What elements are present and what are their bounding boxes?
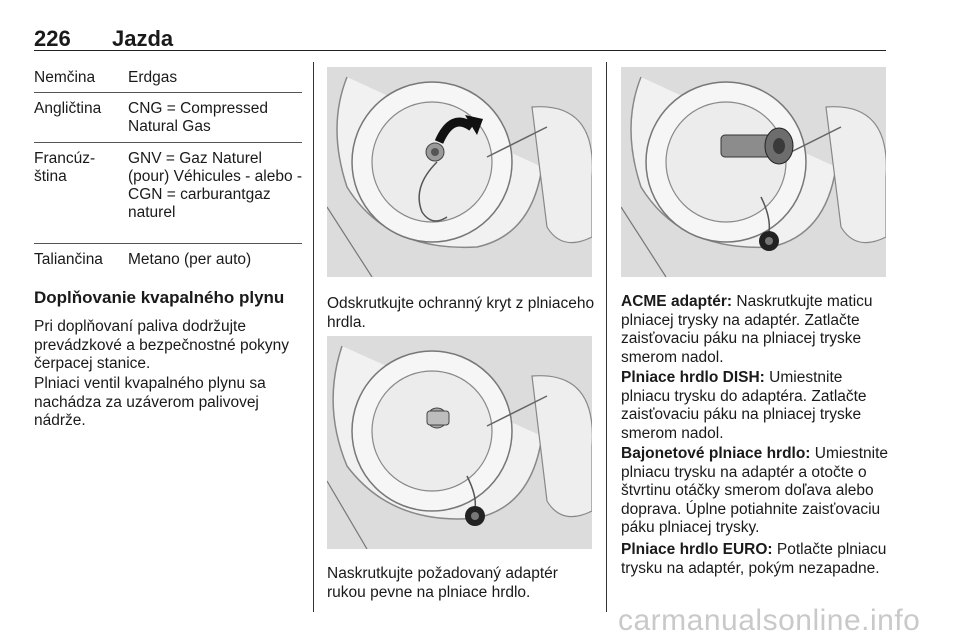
language-cell: Francúz-ština (34, 150, 96, 185)
fuel-name-cell: CNG = Compressed Natural Gas (128, 100, 268, 135)
figure-acme-adapter (621, 67, 886, 277)
adapter-euro-label: Plniace hrdlo EURO: (621, 541, 773, 558)
language-cell: Angličtina (34, 100, 102, 117)
adapter-bayonet (621, 445, 889, 538)
adapter-acme-text: Naskrutkujte maticu plniacej trysky na adaptér. Zatlačte zaisťovaciu páku na plniacej tryske smerom nadol. (621, 293, 873, 366)
table-separator (34, 243, 302, 244)
adapter-acme (621, 293, 889, 367)
adapter-illustration (327, 336, 592, 549)
adapter-dish-label: Plniace hrdlo DISH: (621, 369, 765, 386)
adapter-dish-text: Umiestnite plniacu trysku do adaptéra. Zatlačte zaisťovaciu páku na plniacej tryske smerom nadol. (621, 369, 867, 442)
figure-screw-adapter (327, 336, 592, 549)
table-row (34, 251, 302, 271)
fuel-name-cell: Metano (per auto) (128, 251, 252, 268)
adapter-euro (621, 541, 889, 578)
table-separator (34, 92, 302, 93)
adapter-euro-text: Potlačte plniacu trysku na adaptér, pokým nezapadne. (621, 541, 887, 577)
figure-1-caption: Odskrutkujte ochranný kryt z plniaceho hrdla. (327, 295, 595, 331)
fuel-filler-illustration (327, 67, 592, 277)
section-title: Jazda (112, 26, 174, 51)
adapter-acme-label: ACME adaptér: (621, 293, 733, 310)
lpg-paragraph-1: Pri doplňovaní paliva dodržujte prevádzkové a bezpečnostné pokyny čerpacej stanice. (34, 318, 290, 372)
table-separator (34, 142, 302, 143)
lpg-heading: Doplňovanie kvapalného plynu (34, 288, 285, 307)
figure-2-caption: Naskrutkujte požadovaný adaptér rukou pevne na plniace hrdlo. (327, 565, 558, 601)
acme-adapter-illustration (621, 67, 886, 277)
fuel-name-cell: GNV = Gaz Naturel (pour) Véhicules - alebo - CGN = carburantgaz naturel (128, 150, 303, 221)
language-cell: Nemčina (34, 69, 96, 86)
fuel-name-cell: Erdgas (128, 69, 178, 86)
header-rule (34, 50, 886, 51)
table-row (34, 150, 302, 240)
watermark: carmanualsonline.info (618, 604, 921, 637)
lpg-paragraph-2: Plniaci ventil kvapalného plynu sa nachádza za uzáverom palivovej nádrže. (34, 375, 266, 429)
figure-unscrew-cap (327, 67, 592, 277)
table-row (34, 69, 302, 89)
adapter-bayonet-text: Umiestnite plniacu trysku na adaptér a otočte o štvrtinu otáčky smerom doľava alebo doprava. Úplne potiahnite zaisťovaciu páku plniacej trysky. (621, 445, 889, 536)
page-number: 226 (34, 26, 71, 51)
table-row (34, 100, 302, 140)
column-divider-2 (606, 62, 607, 612)
column-divider-1 (313, 62, 314, 612)
adapter-bayonet-label: Bajonetové plniace hrdlo: (621, 445, 811, 462)
adapter-dish (621, 369, 889, 443)
language-cell: Taliančina (34, 251, 103, 268)
